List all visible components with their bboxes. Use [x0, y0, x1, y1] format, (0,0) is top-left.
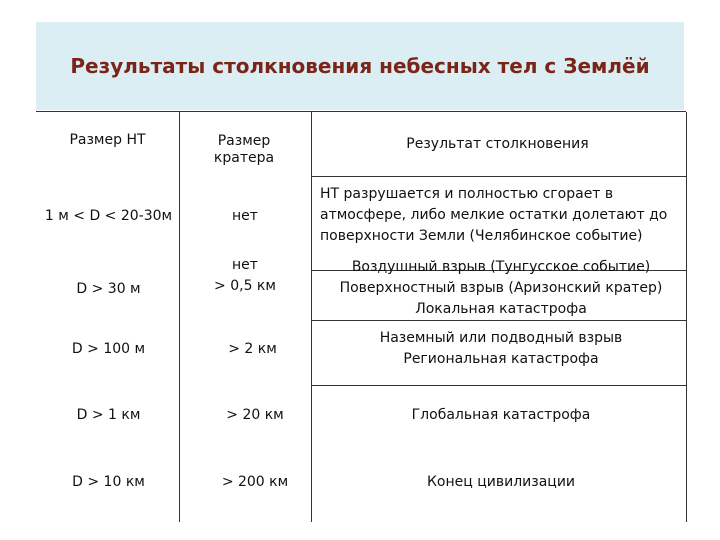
grid-line-v1: [179, 112, 180, 522]
header-crater-label: Размер кратера: [213, 133, 275, 166]
grid-line-right: [686, 112, 687, 522]
row-1-crater: [195, 205, 295, 227]
row-2-size-text: D > 30 м: [76, 280, 141, 297]
row-1-size: [36, 205, 181, 227]
grid-line-top: [36, 111, 686, 112]
row-4-crater-text: > 20 км: [226, 406, 284, 423]
row-3-result-line-1: Наземный или подводный взрыв: [379, 330, 623, 346]
row-3-result: [316, 328, 686, 372]
page-title: Результаты столкновения небесных тел с Землёй: [70, 54, 650, 78]
row-5-size-text: D > 10 км: [72, 473, 145, 490]
row-5-size: [36, 471, 181, 493]
row-1-size-text: 1 м < D < 20-30м: [44, 207, 173, 224]
row-5-crater: [200, 471, 310, 493]
row-4-size-text: D > 1 км: [76, 406, 141, 423]
row-2-crater-line-1: нет: [232, 257, 258, 273]
row-2-result: [316, 257, 686, 321]
grid-line-h1: [311, 176, 686, 177]
row-2-crater-line-2: > 0,5 км: [214, 278, 276, 294]
title-banner: [36, 22, 684, 110]
row-2-crater: [190, 255, 300, 299]
row-3-result-line-2: Региональная катастрофа: [403, 351, 599, 367]
row-3-size: [36, 338, 181, 360]
row-5-crater-text: > 200 км: [221, 473, 289, 490]
row-5-result: [316, 471, 686, 493]
row-4-result: [316, 404, 686, 426]
row-3-crater: [195, 338, 310, 360]
row-1-crater-text: нет: [232, 207, 258, 224]
row-3-crater-text: > 2 км: [228, 340, 277, 357]
row-4-size: [36, 404, 181, 426]
row-1-result-line-3: поверхности Земли (Челябинское событие): [320, 228, 643, 244]
row-5-result-text: Конец цивилизации: [426, 473, 576, 490]
row-2-result-line-2: Поверхностный взрыв (Аризонский кратер): [339, 280, 663, 296]
header-crater: [194, 130, 294, 170]
row-2-size: [36, 278, 181, 300]
grid-line-h4: [311, 385, 686, 386]
row-4-crater: [200, 404, 310, 426]
header-size-label: Размер НТ: [69, 131, 146, 148]
row-2-result-line-3: Локальная катастрофа: [415, 301, 587, 317]
header-size: [40, 128, 175, 152]
header-result: [330, 132, 665, 156]
row-3-size-text: D > 100 м: [71, 340, 146, 357]
grid-line-v2: [311, 112, 312, 522]
row-2-result-line-1: Воздушный взрыв (Тунгусское событие): [351, 259, 651, 275]
row-1-result-line-1: НТ разрушается и полностью сгорает в: [320, 186, 614, 202]
row-1-result-line-2: атмосфере, либо мелкие остатки долетают до: [320, 207, 668, 223]
row-4-result-text: Глобальная катастрофа: [411, 406, 591, 423]
row-1-result: [320, 184, 686, 248]
header-result-label: Результат столкновения: [406, 135, 589, 152]
